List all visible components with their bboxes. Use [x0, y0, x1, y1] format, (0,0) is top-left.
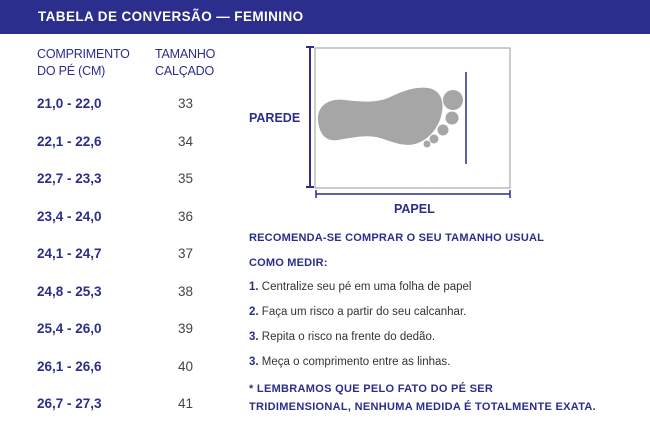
row-length: 23,4 - 24,0: [37, 209, 102, 224]
row-length: 24,8 - 25,3: [37, 284, 102, 299]
toe-3: [438, 125, 449, 136]
row-size: 41: [178, 396, 194, 411]
note-line-1: * LEMBRAMOS QUE PELO FATO DO PÉ SER: [249, 383, 494, 395]
row-length: 24,1 - 24,7: [37, 246, 102, 261]
step-number: 1.: [249, 281, 259, 293]
instruction-step: [249, 306, 466, 318]
step-text: Repita o risco na frente do dedão.: [258, 331, 436, 343]
toe-4: [430, 135, 439, 144]
column-header-size-line2: CALÇADO: [155, 64, 215, 78]
row-size: 33: [178, 96, 194, 111]
toe-5: [424, 141, 431, 148]
step-number: 3.: [249, 331, 259, 343]
recommendation-text: RECOMENDA-SE COMPRAR O SEU TAMANHO USUAL: [249, 232, 545, 244]
table-row: [0, 321, 240, 339]
foot-measure-diagram: [240, 40, 520, 225]
column-header-length-line2: DO PÉ (CM): [37, 64, 106, 78]
column-header-length-line1: COMPRIMENTO: [37, 47, 130, 61]
row-size: 38: [178, 284, 194, 299]
table-row: [0, 284, 240, 302]
step-text: Centralize seu pé em uma folha de papel: [258, 281, 472, 293]
row-size: 40: [178, 359, 194, 374]
accuracy-note: [249, 380, 639, 416]
table-row: [0, 96, 240, 114]
header-bar: [0, 0, 650, 34]
row-size: 39: [178, 321, 194, 336]
step-number: 2.: [249, 306, 259, 318]
instruction-step: [249, 356, 450, 368]
instruction-step: [249, 331, 435, 343]
row-length: 21,0 - 22,0: [37, 96, 102, 111]
column-header-size: [155, 46, 215, 80]
row-length: 26,1 - 26,6: [37, 359, 102, 374]
table-row: [0, 359, 240, 377]
row-size: 37: [178, 246, 194, 261]
column-header-size-line1: TAMANHO: [155, 47, 216, 61]
table-row: [0, 134, 240, 152]
row-length: 22,7 - 23,3: [37, 171, 102, 186]
page-title: TABELA DE CONVERSÃO — FEMININO: [38, 9, 304, 24]
big-toe: [443, 90, 463, 110]
row-size: 34: [178, 134, 194, 149]
row-length: 22,1 - 22,6: [37, 134, 102, 149]
step-text: Meça o comprimento entre as linhas.: [258, 356, 451, 368]
toe-2: [446, 112, 459, 125]
row-size: 35: [178, 171, 194, 186]
step-text: Faça um risco a partir do seu calcanhar.: [258, 306, 467, 318]
table-row: [0, 209, 240, 227]
instruction-step: [249, 281, 471, 293]
table-row: [0, 246, 240, 264]
table-row: [0, 171, 240, 189]
row-length: 25,4 - 26,0: [37, 321, 102, 336]
paper-label: PAPEL: [394, 202, 435, 216]
row-size: 36: [178, 209, 194, 224]
row-length: 26,7 - 27,3: [37, 396, 102, 411]
table-row: [0, 396, 240, 414]
column-header-length: [37, 46, 130, 80]
how-to-measure-title: COMO MEDIR:: [249, 257, 328, 269]
note-line-2: TRIDIMENSIONAL, NENHUMA MEDIDA É TOTALMENTE EXATA.: [249, 401, 597, 413]
wall-label: PAREDE: [249, 111, 301, 125]
step-number: 3.: [249, 356, 259, 368]
